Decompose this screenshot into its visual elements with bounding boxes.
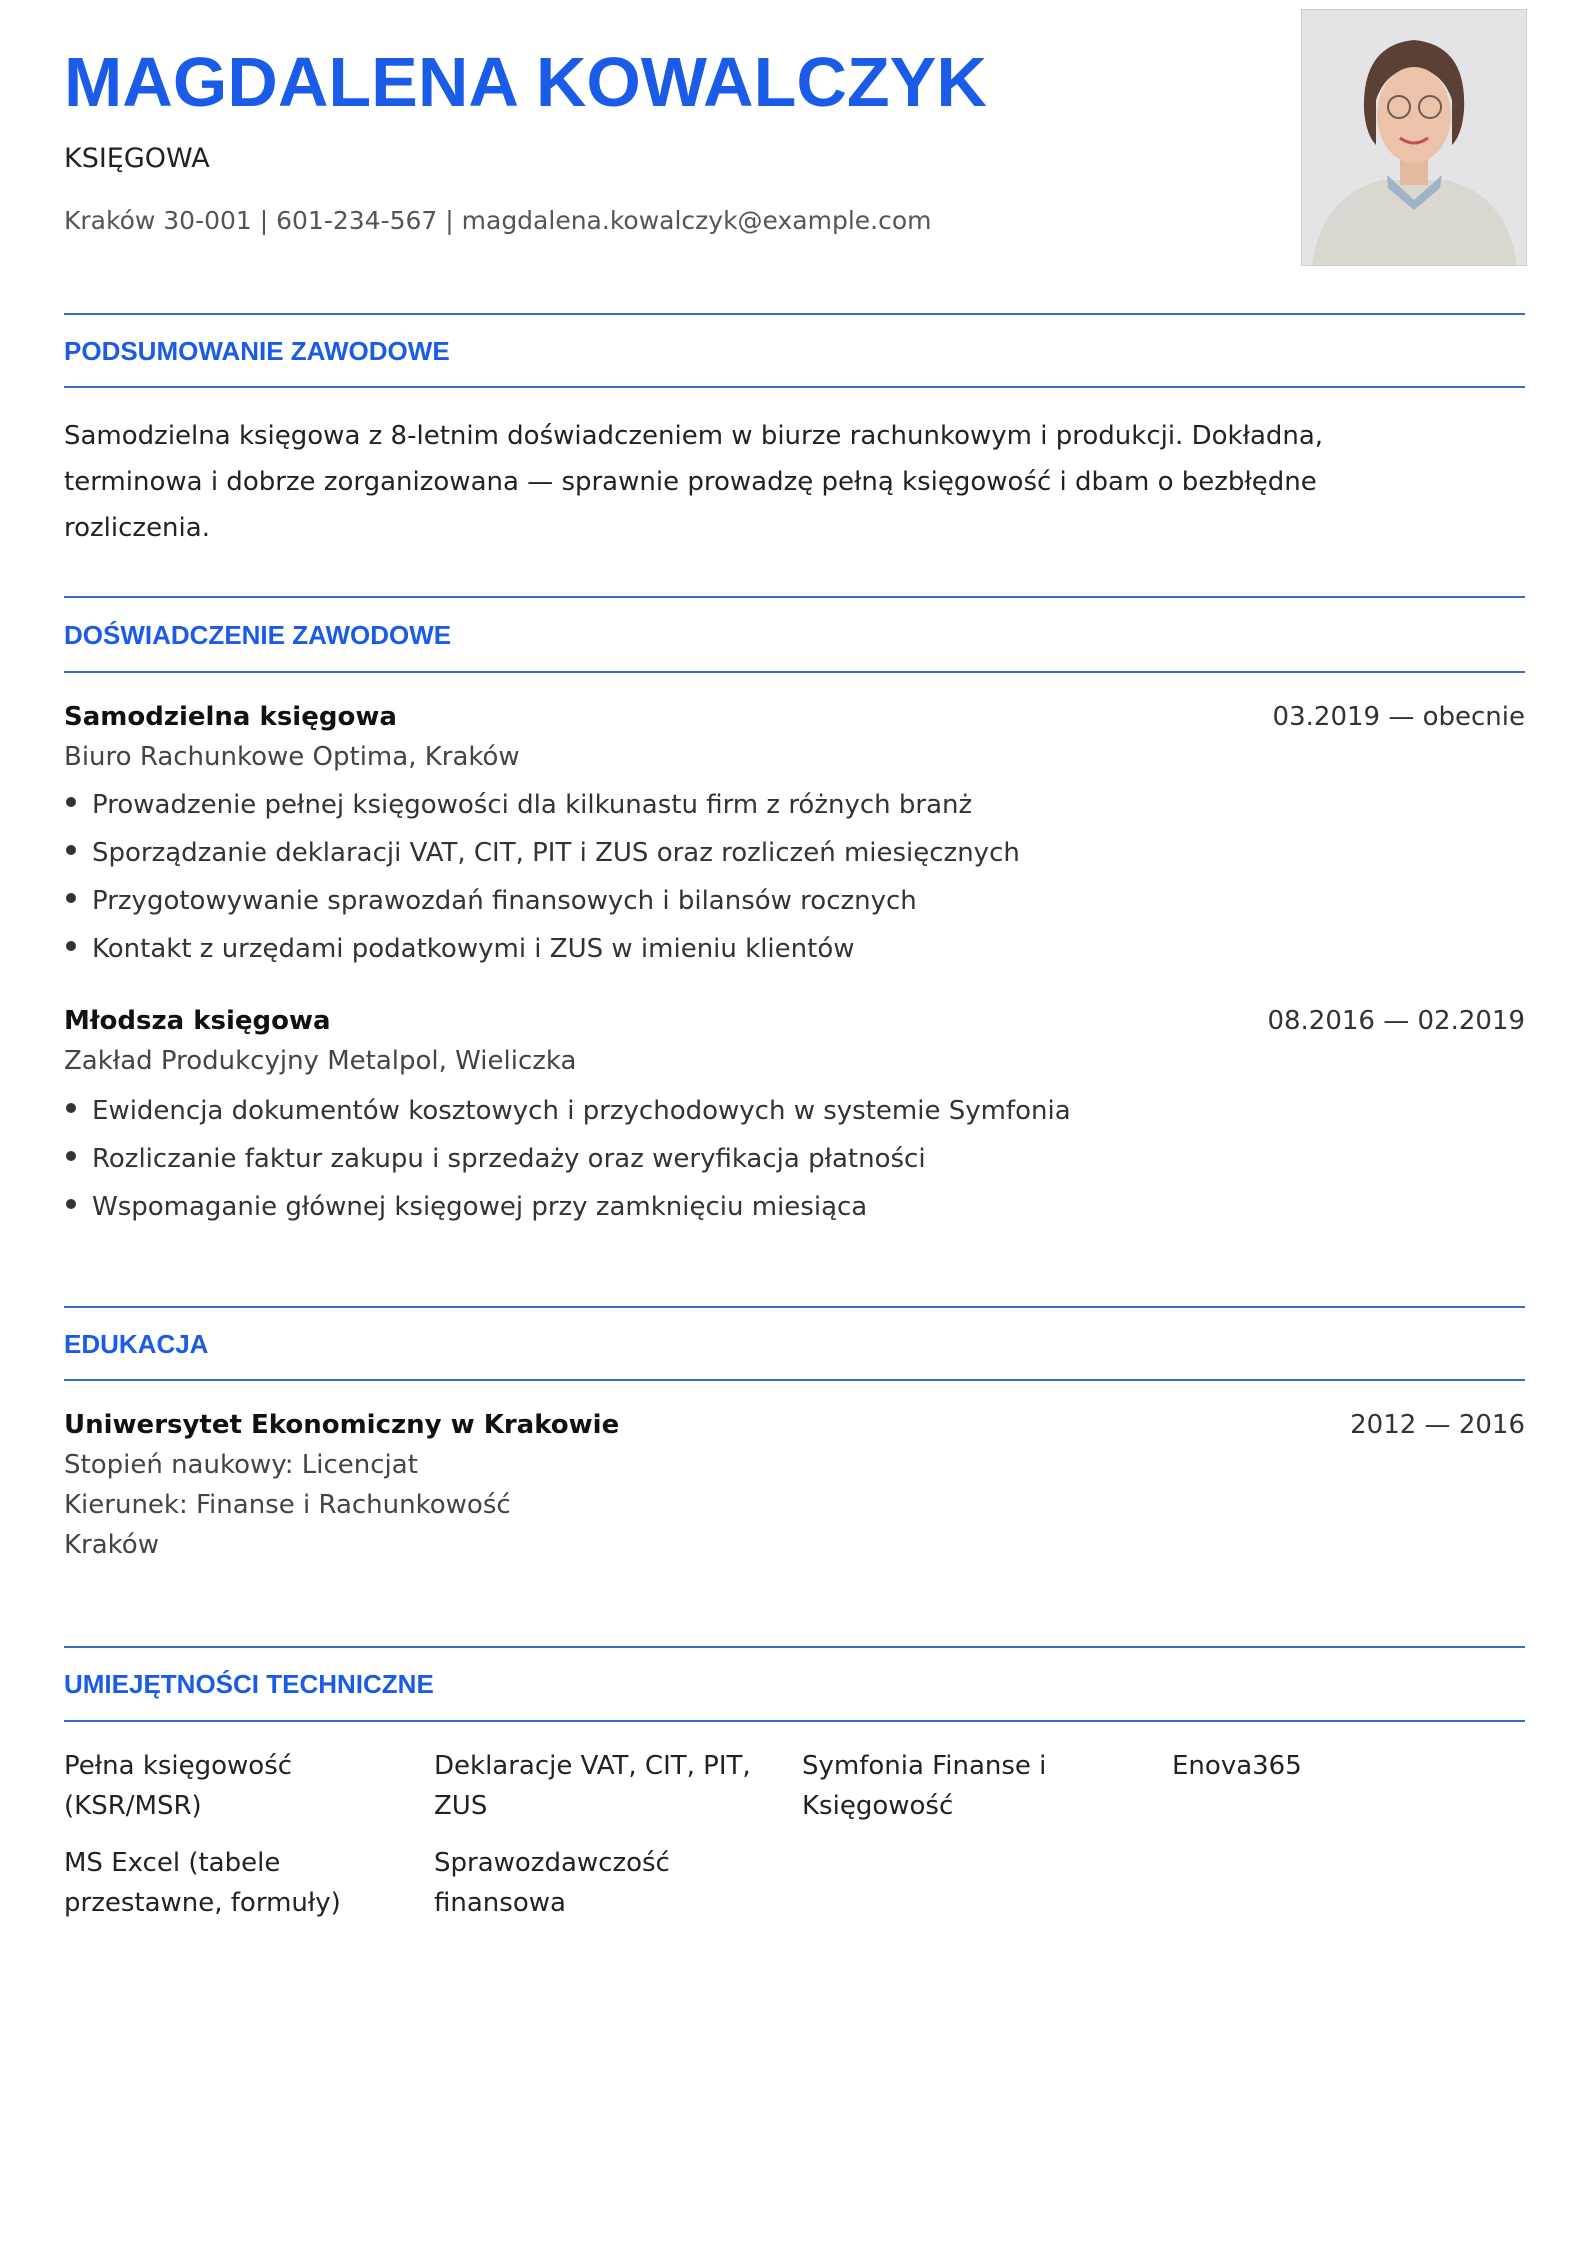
skill-item: Symfonia Finanse i Księgowość [802, 1751, 1047, 1821]
education-field: Kierunek: Finanse i Rachunkowość [64, 1490, 511, 1520]
education-header [64, 1410, 1525, 1440]
skill-item: Pełna księgowość (KSR/MSR) [64, 1751, 293, 1821]
summary-line: rozliczenia. [64, 513, 210, 543]
candidate-name: MAGDALENA KOWALCZYK [64, 43, 987, 121]
section-heading-skills: UMIEJĘTNOŚCI TECHNICZNE [64, 1669, 434, 1699]
section-heading-experience: DOŚWIADCZENIE ZAWODOWE [64, 620, 452, 650]
divider [64, 313, 1525, 315]
skill-item: Sprawozdawczość finansowa [434, 1848, 670, 1918]
education-dates: 2012 — 2016 [1350, 1410, 1525, 1440]
job-bullets [64, 781, 1020, 973]
job-dates: 03.2019 — obecnie [1272, 702, 1525, 732]
skill-item: Deklaracje VAT, CIT, PIT, ZUS [434, 1751, 751, 1821]
list-item: Sporządzanie deklaracji VAT, CIT, PIT i ZUS oraz rozliczeń miesięcznych [64, 829, 1020, 877]
bullet-icon [66, 1151, 76, 1161]
list-item: Przygotowywanie sprawozdań finansowych i bilansów rocznych [64, 877, 1020, 925]
bullet-icon [66, 893, 76, 903]
divider [64, 1306, 1525, 1308]
list-item: Ewidencja dokumentów kosztowych i przychodowych w systemie Symfonia [64, 1087, 1071, 1135]
contact-info: Kraków 30-001 | 601-234-567 | magdalena.kowalczyk@example.com [64, 206, 932, 235]
list-item: Rozliczanie faktur zakupu i sprzedaży oraz weryfikacja płatności [64, 1135, 1071, 1183]
job-dates: 08.2016 — 02.2019 [1267, 1006, 1525, 1036]
job-title: Młodsza księgowa [64, 1006, 331, 1036]
job-company: Biuro Rachunkowe Optima, Kraków [64, 742, 520, 772]
list-item: Wspomaganie głównej księgowej przy zamknięciu miesiąca [64, 1183, 1071, 1231]
skill-item: Enova365 [1172, 1751, 1302, 1781]
bullet-icon [66, 845, 76, 855]
divider [64, 1646, 1525, 1648]
bullet-icon [66, 1199, 76, 1209]
school-name: Uniwersytet Ekonomiczny w Krakowie [64, 1410, 620, 1440]
section-heading-summary: PODSUMOWANIE ZAWODOWE [64, 336, 450, 366]
section-heading-education: EDUKACJA [64, 1329, 209, 1359]
profile-photo [1301, 9, 1527, 266]
divider [64, 386, 1525, 388]
summary-text [64, 413, 1504, 551]
divider [64, 1379, 1525, 1381]
divider [64, 596, 1525, 598]
bullet-icon [66, 1103, 76, 1113]
job-header [64, 702, 1525, 732]
job-company: Zakład Produkcyjny Metalpol, Wieliczka [64, 1046, 577, 1076]
job-role: KSIĘGOWA [64, 143, 210, 174]
job-header [64, 1006, 1525, 1036]
skill-item: MS Excel (tabele przestawne, formuły) [64, 1848, 341, 1918]
list-item: Prowadzenie pełnej księgowości dla kilkunastu firm z różnych branż [64, 781, 1020, 829]
divider [64, 671, 1525, 673]
bullet-icon [66, 941, 76, 951]
education-degree: Stopień naukowy: Licencjat [64, 1450, 418, 1480]
job-title: Samodzielna księgowa [64, 702, 397, 732]
job-bullets [64, 1087, 1071, 1231]
list-item: Kontakt z urzędami podatkowymi i ZUS w imieniu klientów [64, 925, 1020, 973]
education-city: Kraków [64, 1530, 159, 1560]
summary-line: Samodzielna księgowa z 8-letnim doświadczeniem w biurze rachunkowym i produkcji. Dokładna, [64, 421, 1324, 451]
summary-line: terminowa i dobrze zorganizowana — sprawnie prowadzę pełną księgowość i dbam o bezbłędne [64, 467, 1317, 497]
bullet-icon [66, 797, 76, 807]
divider [64, 1720, 1525, 1722]
